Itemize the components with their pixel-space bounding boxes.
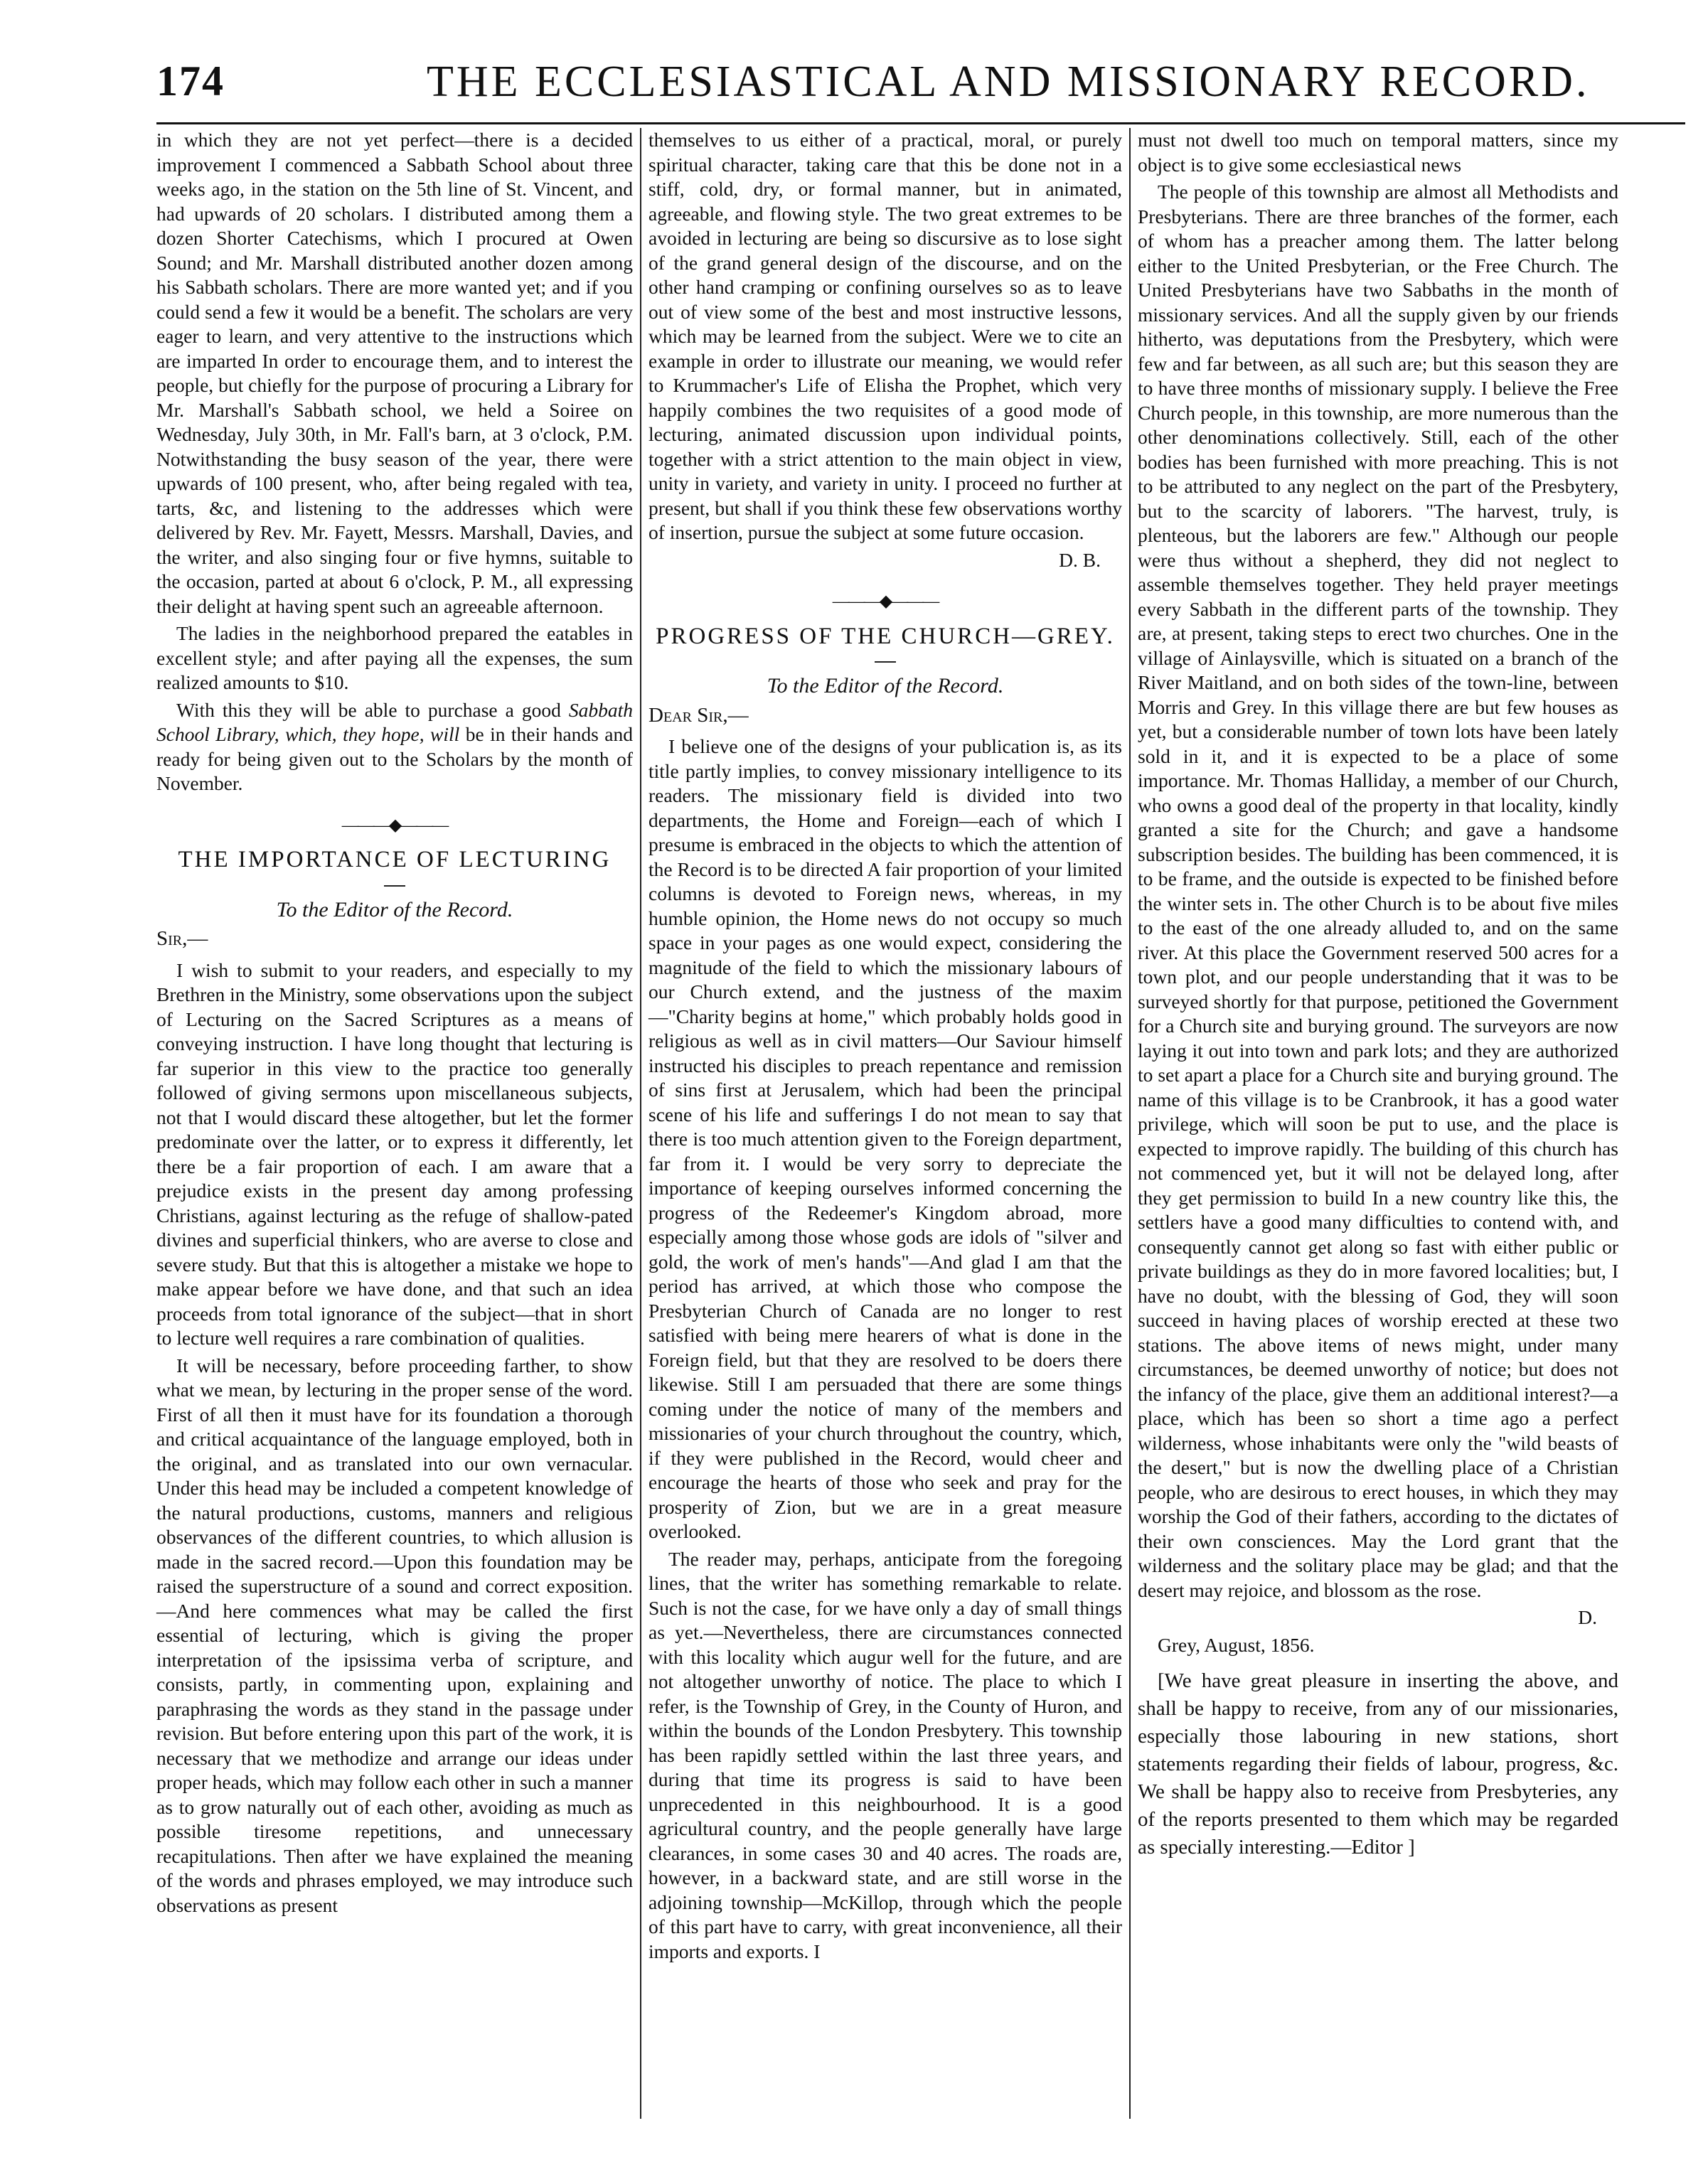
paragraph: themselves to us either of a practical, moral, or purely spiritual character, taking care that this be done not in a stiff, cold, dry, or formal manner, but in animated, agreeable, and flowing style. The two great extremes to be avoided in lecturing are being so discursive as to lose sight of the grand general design of the discourse, and on the other hand cramping or confining ourselves so as to leave out of view some of the best and most instructive lessons, which may be learned from the subject. Were we to cite an example in order to illustrate our meaning, we would refer to Krummacher's Life of Elisha the Prophet, which very happily combines the two requisites of a good mode of lecturing, animated discussion upon individual points, together with a strict attention to the main object in view, unity in variety, and variety in unity. I proceed no further at present, but shall if you think these few observations worthy of insertion, pursue the subject at some future occasion. xyxy=(648,129,1122,543)
running-title: THE ECCLESIASTICAL AND MISSIONARY RECORD. xyxy=(427,58,1590,106)
column-divider xyxy=(1129,128,1131,2119)
column-divider xyxy=(640,128,641,2119)
paragraph: It will be necessary, before proceeding farther, to show what we mean, by lecturing in the proper sense of the word. First of all then it must have for its foundation a thorough and critical acquaintance of the language employed, both in the original, and as translated into our own vernacular. Under this head may be included a competent knowledge of the natural productions, customs, manners and religious observances of the different countries, to which allusion is made in the sacred record.—Upon this foundation may be raised the superstructure of a sound and correct exposition.—And here commences what may be called the first essential of lecturing, which is giving the proper interpretation of the ipsissima verba of scripture, and consists, partly, in commenting upon, explaining and paraphrasing the words as they stand in the passage under revision. But before entering upon this part of the work, it is necessary that we methodize and arrange our ideas under proper heads, which may follow each other in such a manner as to grow naturally out of each other, avoiding as much as possible tiresome repetitions, and unnecessary recapitulations. Then after we have explained the meaning of the words and phrases employed, we may introduce such observations as present xyxy=(156,1354,633,1916)
article-heading: THE IMPORTANCE OF LECTURING xyxy=(178,847,612,872)
signature: D. B. xyxy=(1059,548,1101,571)
to-editor-line: To the Editor of the Record. xyxy=(276,897,513,921)
paragraph: must not dwell too much on temporal matters, since my object is to give some ecclesiastical news xyxy=(1138,129,1618,176)
column-middle xyxy=(648,128,1122,1967)
paragraph: The people of this township are almost all Methodists and Presbyterians. There are three branches of the former, each of whom has a preacher among them. The latter belong either to the United Presbyterian, or the Free Church. The United Presbyterians have two Sabbaths in the month of missionary services. And all the supply given by our friends hitherto, was deputations from the Presbytery, which were few and far between, as all such are; but this season they are to have three months of missionary supply. I believe the Free Church people, in this township, are more numerous than the other denominations collectively. Still, each of the other bodies has been furnished with more preaching. This is not to be attributed to any neglect on the part of the Presbytery, but to the scarcity of laborers. "The harvest, truly, is plenteous, but the laborers are few." Although our people were thus without a shepherd, they did not neglect to assemble themselves together. They held prayer meetings every Sabbath in the different parts of the township. They are, at present, taking steps to erect two churches. One in the village of Ainlaysville, which is situated on a branch of the River Maitland, and on both sides of the town-line, between Morris and Grey. In this village there are but few houses as yet, but a considerable number of town lots have been lately sold in it, and it is expected to be a place of some importance. Mr. Thomas Halliday, a member of our Church, who owns a good deal of the property in that locality, kindly granted a site for the Church; and gave a handsome subscription besides. The building has been commenced, it is to be frame, and the outside is expected to be finished before the winter sets in. The other Church is to be about five miles to the east of the one already alluded to, and on the same river. At this place the Government reserved 500 acres for a town plot, and our people understanding that it was to be surveyed shortly for that purpose, petitioned the Government for a Church site and burying ground. The surveyors are now laying it out into town and park lots; and they are authorized to set apart a place for a Church site and burying ground. The name of this village is to be Cranbrook, it has a good water privilege, which will soon be put to use, and the place is expected to improve rapidly. The building of this church has not commenced yet, but it will not be delayed long, after they get permission to build In a new country like this, the settlers have a good many difficulties to contend with, and consequently cannot get along so fast with either public or private buildings as they do in more favored localities; but, I have no doubt, with the blessing of God, they will soon succeed in having places of worship erected at these two stations. The above items of news might, under many circumstances, be deemed unworthy of notice; but does not the infancy of the place, give them an additional interest?—a place, which has been so short a time ago a perfect wilderness, whose inhabitants were only the "wild beasts of the desert," but is now the dwelling place of a Christian people, who are desirous to erect houses, in which they may worship the God of their fathers, according to the dictates of their own consciences. May the Lord grant that the wilderness and the solitary place may be glad; and that the desert may rejoice, and blossom as the rose. xyxy=(1138,181,1618,1601)
paragraph: in which they are not yet perfect—there is a decided improvement I commenced a Sabbath School about three weeks ago, in the station on the 5th line of St. Vincent, and had upwards of 20 scholars. I distributed among them a dozen Shorter Catechisms, which I procured at Owen Sound; and Mr. Marshall distributed another dozen among his Sabbath scholars. There are more wanted yet; and if you could send a few it would be a benefit. The scholars are very eager to learn, and very attentive to the instructions which are imparted In order to encourage them, and to interest the people, but chiefly for the purpose of procuring a Library for Mr. Marshall's Sabbath school, we held a Soiree on Wednesday, July 30th, in Mr. Fall's barn, at 3 o'clock, P.M. Notwithstanding the busy season of the year, there were upwards of 100 present, who, after being regaled with tea, tarts, &c, and listening to the addresses which were delivered by Rev. Mr. Fayett, Messrs. Marshall, Davies, and the writer, and also singing four or five hymns, suitable to the occasion, parted at about 6 o'clock, P. M., all expressing their delight at having spent such an agreeable afternoon. xyxy=(156,129,633,617)
editor-note: [We have great pleasure in inserting the above, and shall be happy to receive, from any of our missionaries, especially those labouring in new stations, short statements regarding their fields of labour, progress, &c. We shall be happy also to receive from Presbyteries, any of the reports presented to them which may be regarded as specially interesting.—Editor ] xyxy=(1138,1669,1618,1859)
paragraph: I wish to submit to your readers, and especially to my Brethren in the Ministry, some observations upon the subject of Lecturing on the Sacred Scriptures as a means of conveying instruction. I have long thought that lecturing is far superior in this view to the practice too generally followed of giving sermons upon miscellaneous subjects, not that I would discard these altogether, but let the former predominate over the latter, or to express it differently, let there be a fair proportion of each. I am aware that a prejudice exists in the present day among professing Christians, against lecturing as the refuge of shallow-pated divines and superficial thinkers, who are averse to close and severe study. But that this is altogether a mistake we hope to make appear before we have done, and that such an idea proceeds from total ignorance of the subject—that in short to lecture well requires a rare combination of qualities. xyxy=(156,958,633,1349)
italic-text: Sabbath School Library, which, they hope, will xyxy=(156,698,633,745)
paragraph xyxy=(156,698,633,796)
paragraph: The ladies in the neighborhood prepared the eatables in excellent style; and after paying all the expenses, the sum realized amounts to $10. xyxy=(156,622,633,693)
salutation: Sir,— xyxy=(156,927,208,950)
to-editor-line: To the Editor of the Record. xyxy=(767,674,1004,697)
short-rule xyxy=(875,661,896,663)
paragraph: The reader may, perhaps, anticipate from the foregoing lines, that the writer has something remarkable to relate. Such is not the case, for we have only a day of small things as yet.—Nevertheless, there are circumstances connected with this locality which augur well for the future, and are not altogether unworthy of notice. The place to which I refer, is the Township of Grey, in the County of Huron, and within the bounds of the London Presbytery. This township has been rapidly settled within the last three years, and during that time its progress is said to have been unprecedented in this neighbourhood. It is a good agricultural country, and the people generally have large clearances, in some cases 30 and 40 acres. The roads are, however, in a backward state, and are still worse in the adjoining township—McKillop, through which the people of this part have to carry, with great inconvenience, all their imports and exports. I xyxy=(648,1547,1122,1962)
section-ornament: ———◆——— xyxy=(832,592,939,611)
column-right xyxy=(1138,128,1618,1864)
page-header xyxy=(156,57,1590,114)
text-run: be in their hands and ready for being given out to the Scholars by the month of November. xyxy=(156,723,633,794)
column-left xyxy=(156,128,633,1920)
short-rule xyxy=(384,885,405,887)
page-number: 174 xyxy=(156,58,225,105)
paragraph: I believe one of the designs of your publication is, as its title partly implies, to convey missionary intelligence to its readers. The missionary field is divided into two departments, the Home and Foreign—each of which I presume is embraced in the objects to which the attention of the Record is to be directed A fair proportion of your limited columns is devoted to Foreign news, whereas, in my humble opinion, the Home news do not occupy so much space in your pages as one would expect, considering the magnitude of the field to which the missionary labours of our Church extend, and the justness of the maxim—"Charity begins at home," which probably holds good in religious as well as in civil matters—Our Saviour himself instructed his disciples to preach repentance and remission of sins first at Jerusalem, which had been the principal scene of his life and sufferings I do not mean to say that there is too much attention given to the Foreign department, far from it. I would be very sorry to depreciate the importance of keeping ourselves informed concerning the progress of the Redeemer's Kingdom abroad, more especially among those whose gods are idols of "silver and gold, the work of men's hands"—And glad I am that the period has arrived, at which those who compose the Presbyterian Church of Canada are no longer to rest satisfied with being mere hearers of what is done in the Foreign field, but that they are resolved to be doers there likewise. Still I am persuaded that there are some things coming under the notice of many of the members and missionaries of your church throughout the country, which, if they were published in the Record, would cheer and encourage the hearts of those who seek and pray for the prosperity of Zion, but we are in a great measure overlooked. xyxy=(648,735,1122,1542)
article-heading: PROGRESS OF THE CHURCH—GREY. xyxy=(656,623,1115,649)
signature: D. xyxy=(1578,1606,1597,1628)
section-ornament: ———◆——— xyxy=(341,816,448,835)
text-run: With this they will be able to purchase a good xyxy=(176,698,569,721)
salutation: Dear Sir,— xyxy=(648,703,749,727)
header-rule xyxy=(156,122,1685,124)
dateline: Grey, August, 1856. xyxy=(1158,1633,1315,1656)
